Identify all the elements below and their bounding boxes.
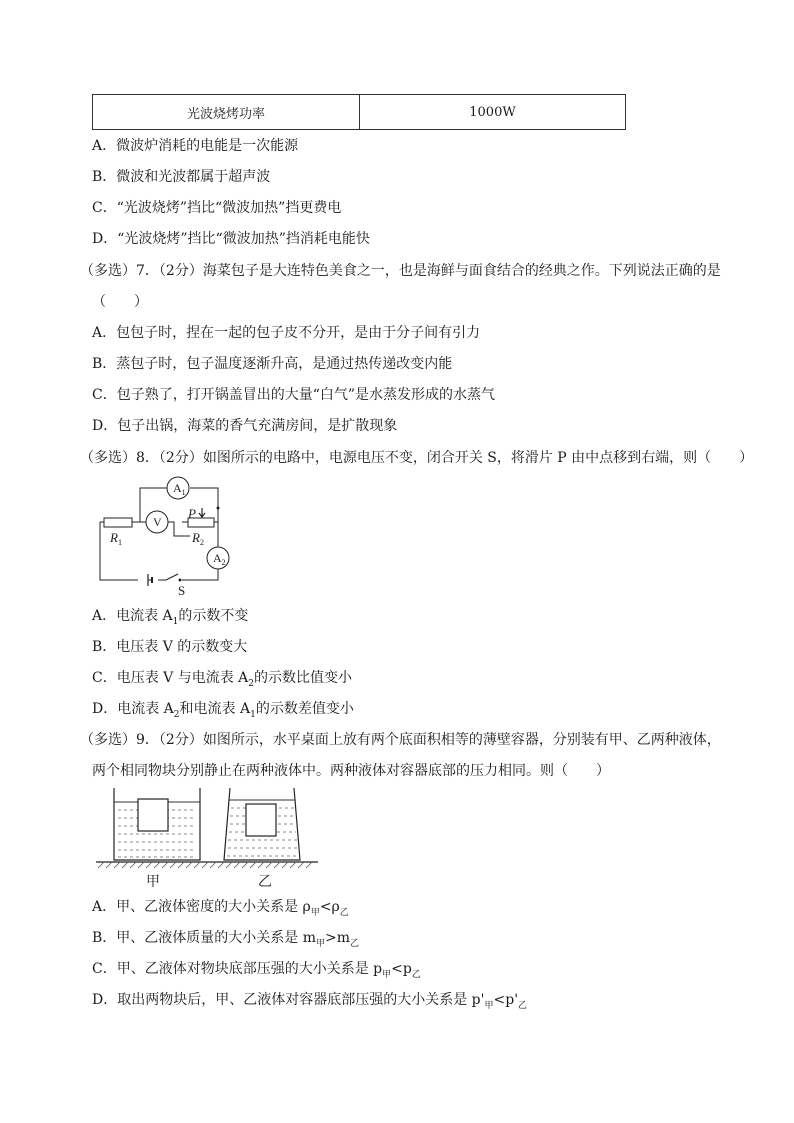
- q8-option-c: [92, 669, 352, 693]
- ammeter-a1-label: $A_1$: [173, 481, 186, 497]
- q8-stem: （多选）8．（2分）如图所示的电路中，电源电压不变，闭合开关 S，将滑片 P 由中点移到右端，则（ ）: [80, 450, 754, 466]
- label-jia: 甲: [146, 874, 160, 890]
- resistor-r2-label: $R_2$: [192, 530, 204, 547]
- q9-option-a-text: A．甲、乙液体密度的大小关系是 ρ: [92, 899, 311, 915]
- q9-stem: （多选）9．（2分）如图所示，水平桌面上放有两个底面积相等的薄壁容器，分别装有甲、乙两种液体，: [80, 732, 721, 748]
- subscript: 甲: [316, 938, 326, 949]
- junction-dot: [217, 507, 220, 510]
- q9-option-b: [92, 929, 359, 953]
- switch-contact-dot: [179, 579, 182, 582]
- subscript: 1: [172, 616, 179, 627]
- container-yi: [224, 788, 300, 860]
- subscript: 乙: [411, 969, 421, 980]
- resistor-r1-label: $R_1$: [110, 530, 122, 547]
- table-cell-label: 光波烧烤功率: [93, 95, 360, 130]
- ground-hatching: [98, 862, 312, 868]
- subscript: 2: [173, 709, 180, 720]
- block-yi: [246, 804, 276, 836]
- q8-option-a-text-end: 的示数不变: [178, 608, 249, 624]
- q8-option-d: [92, 700, 354, 724]
- q9-option-b-text: B．甲、乙液体质量的大小关系是 m: [92, 930, 317, 946]
- q9-option-d: [92, 991, 527, 1015]
- q9-option-d-text: D．取出两物块后，甲、乙液体对容器底部压强的大小关系是 p': [92, 992, 485, 1008]
- subscript: 甲: [484, 1000, 494, 1011]
- container-jia: [114, 788, 200, 860]
- ammeter-a2-label: $A_2$: [213, 551, 226, 567]
- q7-stem: （多选）7．（2分）海菜包子是大连特色美食之一，也是海鲜与面食结合的经典之作。下列说法正确的是: [80, 263, 721, 279]
- q8-option-a: [92, 607, 248, 631]
- slider-p-label: P: [188, 506, 196, 521]
- spec-table: [92, 94, 626, 130]
- subscript: 乙: [350, 938, 360, 949]
- circuit-diagram: [92, 474, 242, 598]
- subscript: 2: [248, 678, 255, 689]
- q9-stem-line2: 两个相同物块分别静止在两种液体中。两种液体对容器底部的压力相同。则（ ）: [92, 763, 610, 779]
- q8-option-c-text-end: 的示数比值变小: [254, 670, 353, 686]
- q9-option-c-text-mid: <p: [391, 961, 412, 977]
- q7-option-b: B．蒸包子时，包子温度逐渐升高，是通过热传递改变内能: [92, 356, 453, 372]
- label-yi: 乙: [258, 874, 272, 890]
- q9-option-a-text-mid: <ρ: [319, 899, 340, 915]
- q6-option-b: B．微波和光波都属于超声波: [92, 169, 271, 185]
- subscript: 甲: [310, 907, 320, 918]
- subscript: 乙: [518, 1000, 528, 1011]
- q7-option-a: A．包包子时，捏在一起的包子皮不分开，是由于分子间有引力: [92, 325, 481, 341]
- subscript: 甲: [382, 969, 392, 980]
- q9-option-a: [92, 898, 349, 922]
- voltmeter-label: V: [153, 515, 162, 529]
- switch-s-label: S: [178, 583, 186, 598]
- q9-option-c-text: C．甲、乙液体对物块底部压强的大小关系是 p: [92, 961, 383, 977]
- table-cell-value: 1000W: [360, 95, 626, 130]
- subscript: 1: [250, 709, 256, 720]
- resistor-r1: [104, 518, 132, 527]
- q8-option-d-text-mid: 和电流表 A: [179, 701, 251, 717]
- block-jia: [138, 799, 168, 831]
- q7-option-d: D．包子出锅，海菜的香气充满房间，是扩散现象: [92, 418, 398, 434]
- containers-diagram: [96, 782, 326, 892]
- table-row: [93, 95, 626, 130]
- q6-option-a: A．微波炉消耗的电能是一次能源: [92, 138, 299, 154]
- q6-option-d: D．“光波烧烤”挡比“微波加热”挡消耗电能快: [92, 231, 370, 247]
- q9-option-b-text-mid: >m: [325, 930, 351, 946]
- slider-arrow-icon: [199, 508, 205, 517]
- q8-option-d-text-end: 的示数差值变小: [255, 701, 354, 717]
- q8-option-b: B．电压表 V 的示数变大: [92, 639, 248, 655]
- q7-option-c: C．包子熟了，打开锅盖冒出的大量“白气”是水蒸发形成的水蒸气: [92, 387, 496, 403]
- subscript: 乙: [339, 907, 349, 918]
- q6-option-c: C．“光波烧烤”挡比“微波加热”挡更费电: [92, 200, 342, 216]
- q7-answer-paren: （ ）: [92, 294, 148, 310]
- q8-option-d-text: D．电流表 A: [92, 701, 174, 717]
- q8-option-a-text: A．电流表 A: [92, 608, 173, 624]
- q9-option-c: [92, 960, 421, 984]
- q9-option-d-text-mid: <p': [493, 992, 519, 1008]
- q8-option-c-text: C．电压表 V 与电流表 A: [92, 670, 249, 686]
